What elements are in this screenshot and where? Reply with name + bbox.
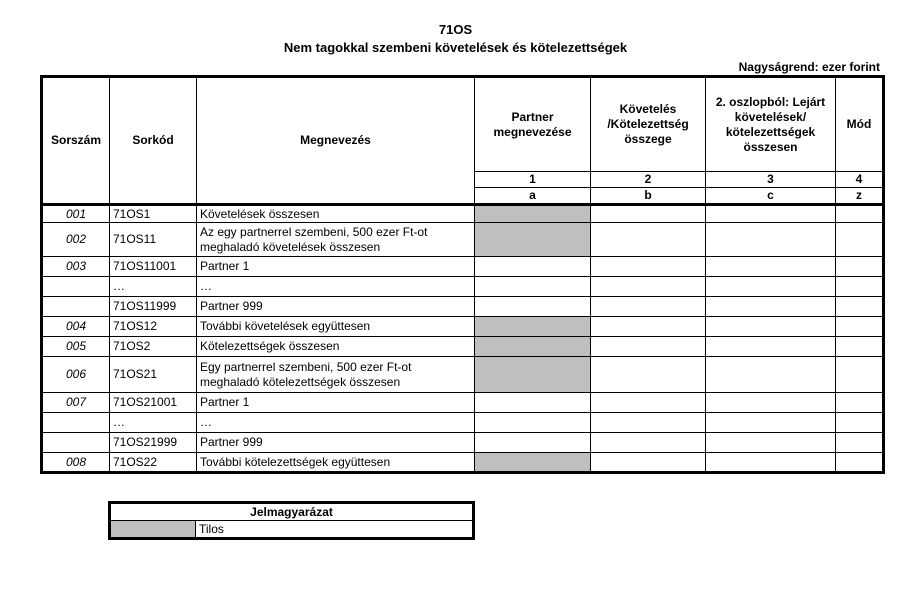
cell-col1[interactable] bbox=[475, 393, 591, 413]
legend-table bbox=[108, 501, 475, 540]
table-row bbox=[42, 223, 884, 257]
row-megnevezes: Partner 1 bbox=[197, 257, 475, 277]
row-megnevezes: … bbox=[197, 277, 475, 297]
header-sorkod: Sorkód bbox=[110, 77, 197, 205]
cell-col4[interactable] bbox=[836, 277, 884, 297]
row-sorkod: … bbox=[110, 413, 197, 433]
cell-col2[interactable] bbox=[591, 257, 706, 277]
header-megnevezes: Megnevezés bbox=[197, 77, 475, 205]
cell-col1-forbidden bbox=[475, 317, 591, 337]
cell-col2[interactable] bbox=[591, 317, 706, 337]
cell-col2[interactable] bbox=[591, 413, 706, 433]
cell-col4[interactable] bbox=[836, 205, 884, 223]
header-num-3: 3 bbox=[706, 172, 836, 188]
row-sorkod: 71OS11001 bbox=[110, 257, 197, 277]
row-sorszam bbox=[42, 277, 110, 297]
table-row bbox=[42, 277, 884, 297]
row-sorkod: 71OS12 bbox=[110, 317, 197, 337]
cell-col4[interactable] bbox=[836, 413, 884, 433]
cell-col3[interactable] bbox=[706, 277, 836, 297]
header-letter-b: b bbox=[591, 188, 706, 205]
row-megnevezes: Partner 1 bbox=[197, 393, 475, 413]
header-num-4: 4 bbox=[836, 172, 884, 188]
header-sorszam: Sorszám bbox=[42, 77, 110, 205]
cell-col3[interactable] bbox=[706, 357, 836, 393]
cell-col3[interactable] bbox=[706, 393, 836, 413]
row-megnevezes: Kötelezettségek összesen bbox=[197, 337, 475, 357]
main-table bbox=[40, 75, 885, 474]
cell-col1[interactable] bbox=[475, 277, 591, 297]
legend-grey-swatch bbox=[110, 521, 196, 539]
table-row bbox=[42, 393, 884, 413]
cell-col3[interactable] bbox=[706, 297, 836, 317]
row-megnevezes: Követelések összesen bbox=[197, 205, 475, 223]
cell-col3[interactable] bbox=[706, 257, 836, 277]
row-sorkod: 71OS11999 bbox=[110, 297, 197, 317]
cell-col3[interactable] bbox=[706, 205, 836, 223]
cell-col2[interactable] bbox=[591, 337, 706, 357]
row-sorkod: … bbox=[110, 277, 197, 297]
row-sorszam: 007 bbox=[42, 393, 110, 413]
cell-col4[interactable] bbox=[836, 297, 884, 317]
header-letter-c: c bbox=[706, 188, 836, 205]
table-row bbox=[42, 453, 884, 473]
row-sorszam: 001 bbox=[42, 205, 110, 223]
cell-col4[interactable] bbox=[836, 337, 884, 357]
row-megnevezes: … bbox=[197, 413, 475, 433]
cell-col1[interactable] bbox=[475, 257, 591, 277]
cell-col1-forbidden bbox=[475, 223, 591, 257]
cell-col1-forbidden bbox=[475, 453, 591, 473]
header-num-2: 2 bbox=[591, 172, 706, 188]
cell-col4[interactable] bbox=[836, 453, 884, 473]
cell-col1[interactable] bbox=[475, 297, 591, 317]
header-col2: Követelés /Kötelezettség összege bbox=[591, 77, 706, 172]
table-row bbox=[42, 205, 884, 223]
cell-col4[interactable] bbox=[836, 223, 884, 257]
row-sorkod: 71OS2 bbox=[110, 337, 197, 357]
header-col3: 2. oszlopból: Lejárt követelések/ kötelezettségek összesen bbox=[706, 77, 836, 172]
row-megnevezes: További kötelezettségek együttesen bbox=[197, 453, 475, 473]
table-row bbox=[42, 297, 884, 317]
row-sorkod: 71OS1 bbox=[110, 205, 197, 223]
row-sorkod: 71OS11 bbox=[110, 223, 197, 257]
cell-col4[interactable] bbox=[836, 257, 884, 277]
cell-col1-forbidden bbox=[475, 205, 591, 223]
header-letter-a: a bbox=[475, 188, 591, 205]
cell-col2[interactable] bbox=[591, 297, 706, 317]
header-col4: Mód bbox=[836, 77, 884, 172]
cell-col2[interactable] bbox=[591, 277, 706, 297]
cell-col2[interactable] bbox=[591, 223, 706, 257]
legend-title: Jelmagyarázat bbox=[110, 503, 474, 521]
table-row bbox=[42, 357, 884, 393]
row-sorkod: 71OS22 bbox=[110, 453, 197, 473]
cell-col2[interactable] bbox=[591, 393, 706, 413]
row-megnevezes: Partner 999 bbox=[197, 433, 475, 453]
header-col1: Partner megnevezése bbox=[475, 77, 591, 172]
cell-col4[interactable] bbox=[836, 393, 884, 413]
row-sorkod: 71OS21 bbox=[110, 357, 197, 393]
row-sorszam: 002 bbox=[42, 223, 110, 257]
table-row bbox=[42, 413, 884, 433]
cell-col1-forbidden bbox=[475, 337, 591, 357]
cell-col3[interactable] bbox=[706, 223, 836, 257]
cell-col1[interactable] bbox=[475, 413, 591, 433]
row-sorszam: 008 bbox=[42, 453, 110, 473]
row-megnevezes: További követelések együttesen bbox=[197, 317, 475, 337]
table-row bbox=[42, 337, 884, 357]
row-sorszam: 006 bbox=[42, 357, 110, 393]
row-megnevezes: Az egy partnerrel szembeni, 500 ezer Ft-ot meghaladó követelések összesen bbox=[197, 223, 475, 257]
table-row bbox=[42, 257, 884, 277]
cell-col1-forbidden bbox=[475, 357, 591, 393]
cell-col4[interactable] bbox=[836, 433, 884, 453]
cell-col4[interactable] bbox=[836, 357, 884, 393]
cell-col2[interactable] bbox=[591, 453, 706, 473]
table-row bbox=[42, 433, 884, 453]
row-sorkod: 71OS21999 bbox=[110, 433, 197, 453]
cell-col2[interactable] bbox=[591, 357, 706, 393]
cell-col2[interactable] bbox=[591, 433, 706, 453]
cell-col3[interactable] bbox=[706, 317, 836, 337]
row-sorszam bbox=[42, 297, 110, 317]
unit-label: Nagyságrend: ezer forint bbox=[738, 60, 880, 74]
row-sorszam: 005 bbox=[42, 337, 110, 357]
row-megnevezes: Partner 999 bbox=[197, 297, 475, 317]
cell-col3[interactable] bbox=[706, 433, 836, 453]
form-code: 71OS bbox=[438, 22, 473, 37]
row-sorszam: 004 bbox=[42, 317, 110, 337]
cell-col2[interactable] bbox=[591, 205, 706, 223]
cell-col3[interactable] bbox=[706, 453, 836, 473]
row-sorszam: 003 bbox=[42, 257, 110, 277]
table-row bbox=[42, 317, 884, 337]
form-title: Nem tagokkal szembeni követelések és kötelezettségek bbox=[283, 40, 628, 55]
row-sorszam bbox=[42, 413, 110, 433]
legend-grey-label: Tilos bbox=[196, 521, 474, 539]
cell-col3[interactable] bbox=[706, 337, 836, 357]
row-sorkod: 71OS21001 bbox=[110, 393, 197, 413]
row-megnevezes: Egy partnerrel szembeni, 500 ezer Ft-ot meghaladó kötelezettségek összesen bbox=[197, 357, 475, 393]
header-letter-z: z bbox=[836, 188, 884, 205]
cell-col4[interactable] bbox=[836, 317, 884, 337]
row-sorszam bbox=[42, 433, 110, 453]
cell-col3[interactable] bbox=[706, 413, 836, 433]
cell-col1[interactable] bbox=[475, 433, 591, 453]
header-num-1: 1 bbox=[475, 172, 591, 188]
